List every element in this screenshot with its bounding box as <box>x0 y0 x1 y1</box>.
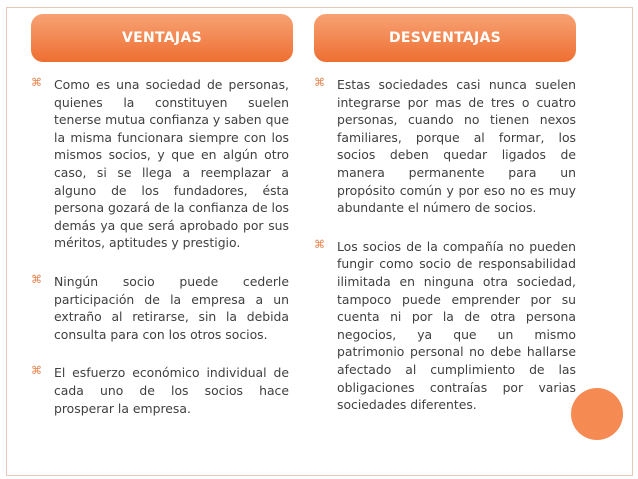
list-item <box>31 364 293 417</box>
list-item <box>31 76 293 252</box>
bullet-icon <box>314 77 326 89</box>
list-item <box>314 238 576 414</box>
desventajas-column <box>314 14 576 435</box>
item-text: Como es una sociedad de personas, quienes la constituyen suelen tenerse mutua confianza y saben que la misma funcionara siempre con los mismos socios, y que en algún otro caso, si se llega a reemplazar a alguno de los fundadores, ésta persona gozará de la confianza de los demás ya que será aprobado por sus méritos, aptitudes y prestigio. <box>54 77 290 251</box>
list-item <box>31 273 293 343</box>
item-text: Ningún socio puede cederle participación de la empresa a un extraño al retirarse, sin la debida consulta para con los otros socios. <box>54 273 289 342</box>
desventajas-list <box>314 76 576 414</box>
ventajas-column <box>31 14 293 438</box>
bullet-icon <box>31 274 43 286</box>
list-item <box>314 76 576 217</box>
decorative-circle <box>571 388 623 440</box>
ventajas-header: VENTAJAS <box>31 14 293 62</box>
bullet-icon <box>314 239 326 251</box>
item-text: Los socios de la compañía no pueden fungir como socio de responsabilidad ilimitada en ninguna otra sociedad, tampoco puede emprender por su cuenta ni por la de otra persona negocios, ya que un mismo patrimonio personal no debe hallarse afectado al cumplimiento de las obligaciones contraías por varias sociedades diferentes. <box>337 238 576 413</box>
desventajas-header: DESVENTAJAS <box>314 14 576 62</box>
bullet-icon <box>31 77 43 89</box>
bullet-icon <box>31 365 43 377</box>
item-text: Estas sociedades casi nunca suelen integrarse por mas de tres o cuatro personas, cuando no tienen nexos familiares, porque al formar, los socios deben quedar ligados de manera permanente para un propósito común y por eso no es muy abundante el número de socios. <box>337 77 576 216</box>
ventajas-list <box>31 76 293 417</box>
item-text: El esfuerzo económico individual de cada uno de los socios hace prosperar la empresa. <box>54 365 289 416</box>
